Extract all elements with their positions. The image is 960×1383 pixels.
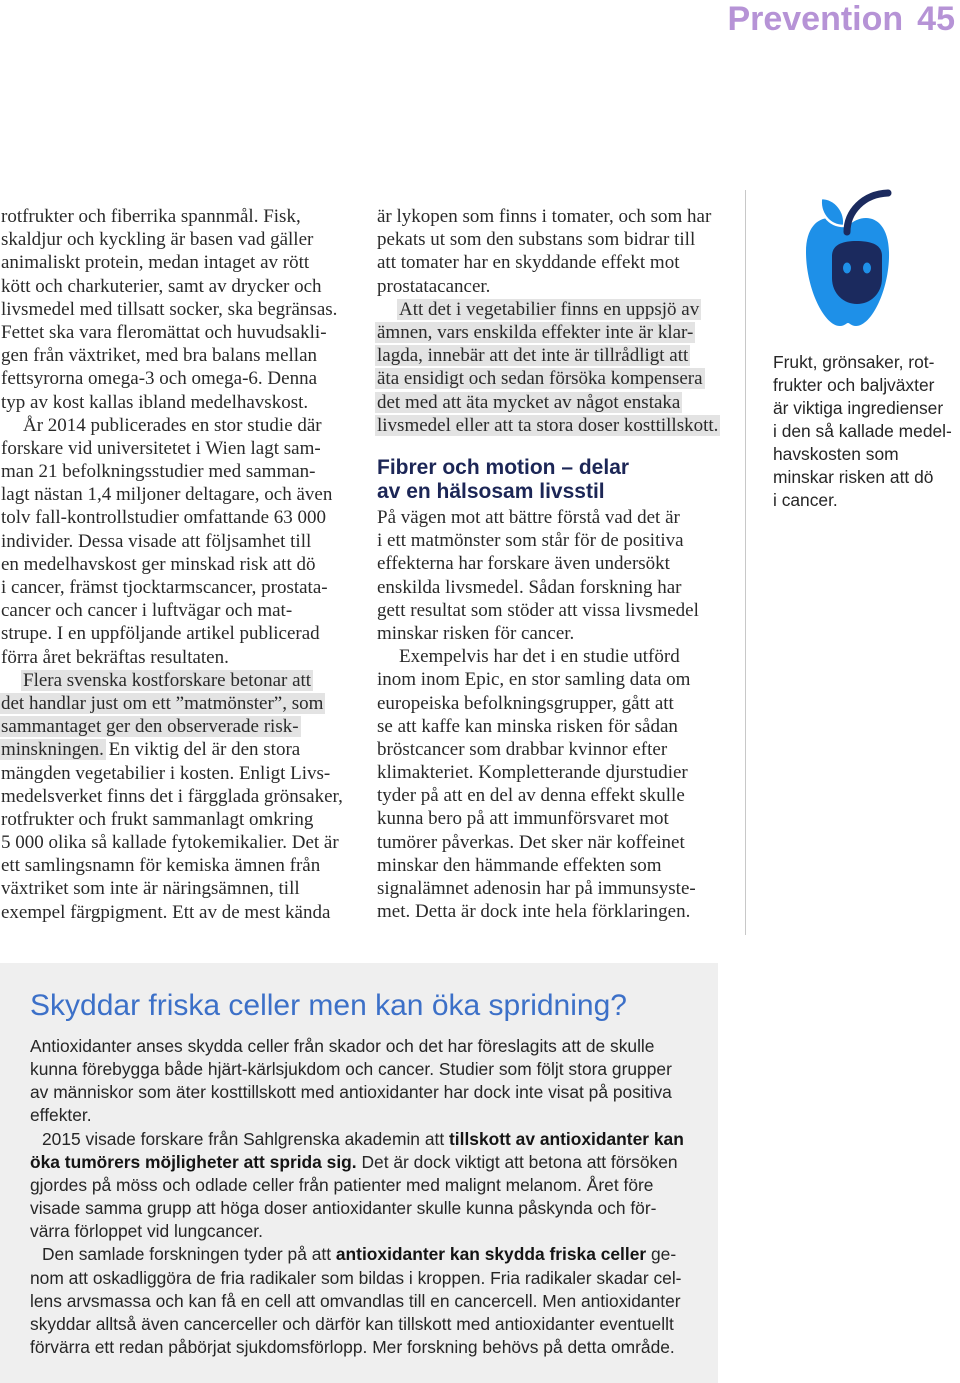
text-segment: animaliskt protein, medan intaget av rött	[1, 252, 310, 274]
text-segment: individer. Dessa visade att följsamhet till	[1, 530, 312, 552]
text-line	[30, 1081, 684, 1104]
text-segment: gjordes på möss och odlade celler från patienter med malignt melanom. Året före	[30, 1174, 654, 1195]
text-segment: 5 000 olika så kallade fytokemikalier. Det är	[1, 832, 339, 854]
text-line	[377, 228, 727, 251]
text-segment: strupe. I en uppföljande artikel publicerad	[1, 623, 320, 645]
text-segment: tyder på att en del av denna effekt skulle	[377, 785, 685, 807]
text-line	[1, 622, 346, 645]
text-segment: 2015 visade forskare från Sahlgrenska akademin att	[42, 1128, 449, 1149]
bold-text: öka tumörers möjligheter att sprida sig.	[30, 1151, 357, 1172]
text-line	[1, 344, 346, 367]
text-segment: effekter.	[30, 1105, 92, 1126]
text-line	[1, 321, 346, 344]
text-segment: tumörer påverkas. Det sker när koffeinet	[377, 831, 685, 853]
text-line	[30, 1197, 684, 1220]
text-segment: mängden vegetabilier i kosten. Enligt Livs-	[1, 762, 331, 784]
text-segment: se att kaffe kan minska risken för sådan	[377, 715, 678, 737]
text-line	[377, 784, 727, 807]
text-segment: Antioxidanter anses skydda celler från skador och det har föreslagits att de skulle	[30, 1036, 655, 1056]
text-segment: frukter och baljväxter	[773, 375, 935, 395]
text-line	[377, 622, 727, 645]
text-segment: met. Detta är dock inte hela förklaringen.	[377, 901, 691, 923]
text-line	[1, 205, 346, 228]
text-segment: europeiska befolkningsgrupper, gått att	[377, 692, 674, 714]
apple-eye-right	[863, 263, 871, 274]
text-segment: ett samlingsnamn för kemiska ämnen från	[1, 855, 321, 877]
text-line	[377, 645, 727, 668]
text-segment: bröstcancer som drabbar kvinnor efter	[377, 738, 668, 760]
text-segment: skyddar alltså även cancerceller och därför kan tillskott med antioxidanter eventuellt	[30, 1313, 674, 1334]
text-line	[773, 374, 952, 397]
text-line	[377, 761, 727, 784]
sidebar-caption	[773, 351, 952, 512]
text-line	[30, 1058, 684, 1081]
text-segment: kött och charkuterier, samt av drycker och	[1, 275, 322, 297]
text-line	[377, 529, 727, 552]
text-line	[1, 877, 346, 900]
text-line	[773, 351, 952, 374]
text-line	[1, 738, 346, 761]
text-line	[30, 1104, 684, 1127]
text-line	[30, 1035, 684, 1058]
text-segment: inom inom Epic, en stor samling data om	[377, 669, 691, 691]
text-segment: Exempelvis har det i en studie utförd	[399, 646, 680, 668]
text-line	[1, 414, 346, 437]
fact-box-title: Skyddar friska celler men kan öka spridning?	[30, 989, 627, 1022]
text-line	[30, 1267, 684, 1290]
text-segment: Frukt, grönsaker, rot-	[773, 352, 935, 372]
apple-face	[832, 241, 882, 304]
highlighted-text: det med att äta mycket av något enstaka	[377, 391, 681, 413]
highlighted-text: lagda, innebär att det inte är tillrådligt att	[377, 345, 689, 367]
text-line	[1, 808, 346, 831]
text-segment: förra året bekräftas resultaten.	[1, 646, 229, 668]
text-line	[1, 506, 346, 529]
text-line	[377, 414, 727, 437]
text-line	[377, 831, 727, 854]
text-segment: På vägen mot att bättre förstå vad det är	[377, 507, 680, 528]
text-line	[377, 877, 727, 900]
text-segment: i cancer.	[773, 490, 838, 510]
text-segment: en medelhavskost ger minskad risk att dö	[1, 553, 316, 575]
text-line	[773, 397, 952, 420]
text-line	[30, 1174, 684, 1197]
text-segment: i den så kallade medel-	[773, 421, 952, 441]
text-segment: ge-	[646, 1244, 677, 1265]
page-header	[727, 0, 955, 38]
text-segment: typ av kost kallas ibland medelhavskost.	[1, 391, 309, 413]
text-line	[773, 466, 952, 489]
text-segment: att tomater har en skyddande effekt mot	[377, 252, 680, 274]
text-line	[1, 901, 346, 924]
section-heading	[377, 456, 629, 504]
text-segment: rotfrukter och frukt sammanlagt omkring	[1, 808, 314, 830]
text-segment: Det är dock viktigt att betona att försöken	[356, 1151, 678, 1172]
text-line	[1, 460, 346, 483]
text-segment: exempel färgpigment. Ett av de mest kända	[1, 901, 331, 923]
text-segment: fettsyrorna omega-3 och omega-6. Denna	[1, 368, 318, 390]
text-line	[377, 552, 727, 575]
text-segment: enskilda livsmedel. Sådan forskning har	[377, 576, 682, 598]
text-segment: av en hälsosam livsstil	[377, 480, 605, 503]
text-line	[377, 738, 727, 761]
text-line	[1, 599, 346, 622]
highlighted-text: Flera svenska kostforskare betonar att	[23, 669, 312, 691]
text-line	[1, 275, 346, 298]
text-line	[377, 298, 727, 321]
text-line	[377, 251, 727, 274]
text-line	[377, 692, 727, 715]
middle-column-bottom	[377, 506, 727, 923]
highlighted-text: livsmedel eller att ta stora doser kosttillskott.	[377, 414, 719, 436]
text-segment: minskar den hämmande effekten som	[377, 854, 662, 876]
text-line	[377, 668, 727, 691]
text-line	[377, 715, 727, 738]
highlighted-text: sammantaget ger den observerade risk-	[1, 716, 299, 738]
text-segment: lagt nästan 1,4 miljoner deltagare, och även	[1, 484, 333, 506]
highlighted-text: det handlar just om ett ”matmönster”, som	[1, 692, 324, 714]
text-segment: i ett matmönster som står för de positiva	[377, 530, 684, 552]
fact-box-body	[30, 1035, 684, 1359]
left-column	[1, 205, 346, 924]
text-line	[377, 506, 727, 529]
text-line	[377, 576, 727, 599]
text-line	[377, 480, 629, 504]
text-segment: nom att oskadliggöra de fria radikaler som bildas i kroppen. Fria radikaler skadar cel-	[30, 1267, 682, 1288]
text-segment: Den samlade forskningen tyder på att	[42, 1244, 336, 1265]
text-line	[30, 1290, 684, 1313]
text-line	[377, 205, 727, 228]
text-segment: kunna bero på att immunförsvaret mot	[377, 808, 669, 830]
text-segment: klimakteriet. Kompletterande djurstudier	[377, 762, 688, 784]
text-line	[377, 456, 629, 480]
highlighted-text: Att det i vegetabilier finns en uppsjö av	[399, 298, 700, 320]
text-segment: lens arvsmassa och kan få en cell att omvandlas till en cancercell. Men antioxidanter	[30, 1290, 681, 1311]
text-line	[1, 367, 346, 390]
text-line	[30, 1220, 684, 1243]
text-line	[377, 391, 727, 414]
text-segment: effekterna har forskare även undersökt	[377, 553, 670, 575]
text-line	[30, 1128, 684, 1151]
text-line	[377, 599, 727, 622]
text-line	[1, 553, 346, 576]
bold-text: tillskott av antioxidanter kan	[448, 1128, 684, 1149]
text-line	[1, 228, 346, 251]
text-line	[1, 854, 346, 877]
text-line	[1, 669, 346, 692]
text-line	[1, 251, 346, 274]
text-segment: minskar risken för cancer.	[377, 622, 575, 644]
text-segment: gett resultat som stöder att vissa livsmedel	[377, 599, 699, 621]
text-line	[1, 762, 346, 785]
text-line	[1, 831, 346, 854]
highlighted-text: minskningen.	[1, 739, 104, 761]
text-line	[377, 275, 727, 298]
text-segment: rotfrukter och fiberrika spannmål. Fisk,	[1, 206, 301, 227]
text-segment: medelsverket finns det i färgglada grönsaker,	[1, 785, 343, 807]
text-line	[30, 1243, 684, 1266]
text-line	[1, 437, 346, 460]
text-segment: En viktig del är den stora	[103, 739, 301, 761]
column-divider	[745, 190, 746, 935]
text-segment: i cancer, främst tjocktarmscancer, prostata-	[1, 577, 328, 598]
text-line	[1, 483, 346, 506]
highlighted-text: äta ensidigt och sedan försöka kompensera	[377, 368, 703, 390]
text-segment: tolv fall-kontrollstudier omfattande 63 000	[1, 507, 327, 529]
page-number: 45	[917, 0, 955, 38]
text-line	[377, 367, 727, 390]
text-segment: skaldjur och kyckling är basen vad gäller	[1, 229, 314, 251]
text-segment: gen från växtriket, med bra balans mellan	[1, 345, 318, 367]
text-line	[1, 576, 346, 599]
text-line	[1, 785, 346, 808]
text-segment: År 2014 publicerades en stor studie där	[23, 414, 322, 436]
text-segment: växtriket som inte är näringsämnen, till	[1, 878, 300, 900]
text-line	[377, 807, 727, 830]
text-segment: kunna förebygga både hjärt-kärlsjukdom och cancer. Studier som följt stora grupper	[30, 1059, 672, 1080]
text-segment: är lykopen som finns i tomater, och som har	[377, 206, 712, 227]
text-line	[1, 646, 346, 669]
text-segment: livsmedel med tillsatt socker, ska begränsas.	[1, 298, 338, 320]
text-segment: av människor som äter kosttillskott med antioxidanter har dock inte visat på positiva	[30, 1082, 672, 1103]
section-title: Prevention	[727, 0, 904, 38]
text-line	[1, 715, 346, 738]
text-line	[30, 1336, 684, 1359]
text-segment: prostatacancer.	[377, 275, 491, 297]
text-segment: cancer och cancer i luftvägar och mat-	[1, 600, 293, 622]
text-segment: man 21 befolkningsstudier med samman-	[1, 461, 316, 483]
text-line	[30, 1313, 684, 1336]
text-segment: forskare vid universitetet i Wien lagt sam-	[1, 437, 321, 459]
text-line	[377, 321, 727, 344]
middle-column-top	[377, 205, 727, 437]
text-segment: är viktiga ingredienser	[773, 398, 944, 418]
text-segment: havskosten som	[773, 444, 899, 464]
text-segment: värra förloppet vid lungcancer.	[30, 1221, 263, 1242]
text-segment: pekats ut som den substans som bidrar till	[377, 229, 696, 251]
apple-icon	[800, 186, 896, 330]
text-line	[1, 298, 346, 321]
apple-eye-left	[843, 263, 851, 274]
text-line	[377, 854, 727, 877]
text-segment: minskar risken att dö	[773, 467, 934, 487]
text-line	[773, 489, 952, 512]
text-segment: visade samma grupp att höga doser antioxidanter skulle kunna påskynda och för-	[30, 1198, 657, 1219]
highlighted-text: ämnen, vars enskilda effekter inte är klar-	[377, 321, 694, 343]
text-segment: förvärra ett redan påbörjat sjukdomsförlopp. Mer forskning behövs på detta område.	[30, 1337, 675, 1358]
text-line	[1, 530, 346, 553]
bold-text: antioxidanter kan skydda friska celler	[335, 1244, 647, 1265]
text-line	[773, 443, 952, 466]
text-line	[30, 1151, 684, 1174]
text-line	[1, 692, 346, 715]
text-segment: Fibrer och motion – delar	[377, 456, 630, 479]
text-segment: Fettet ska vara fleromättat och huvudsakli-	[1, 321, 327, 343]
text-line	[1, 391, 346, 414]
text-segment: signalämnet adenosin har på immunsyste-	[377, 878, 696, 899]
fact-box	[0, 963, 718, 1383]
text-line	[377, 344, 727, 367]
text-line	[773, 420, 952, 443]
text-line	[377, 900, 727, 923]
